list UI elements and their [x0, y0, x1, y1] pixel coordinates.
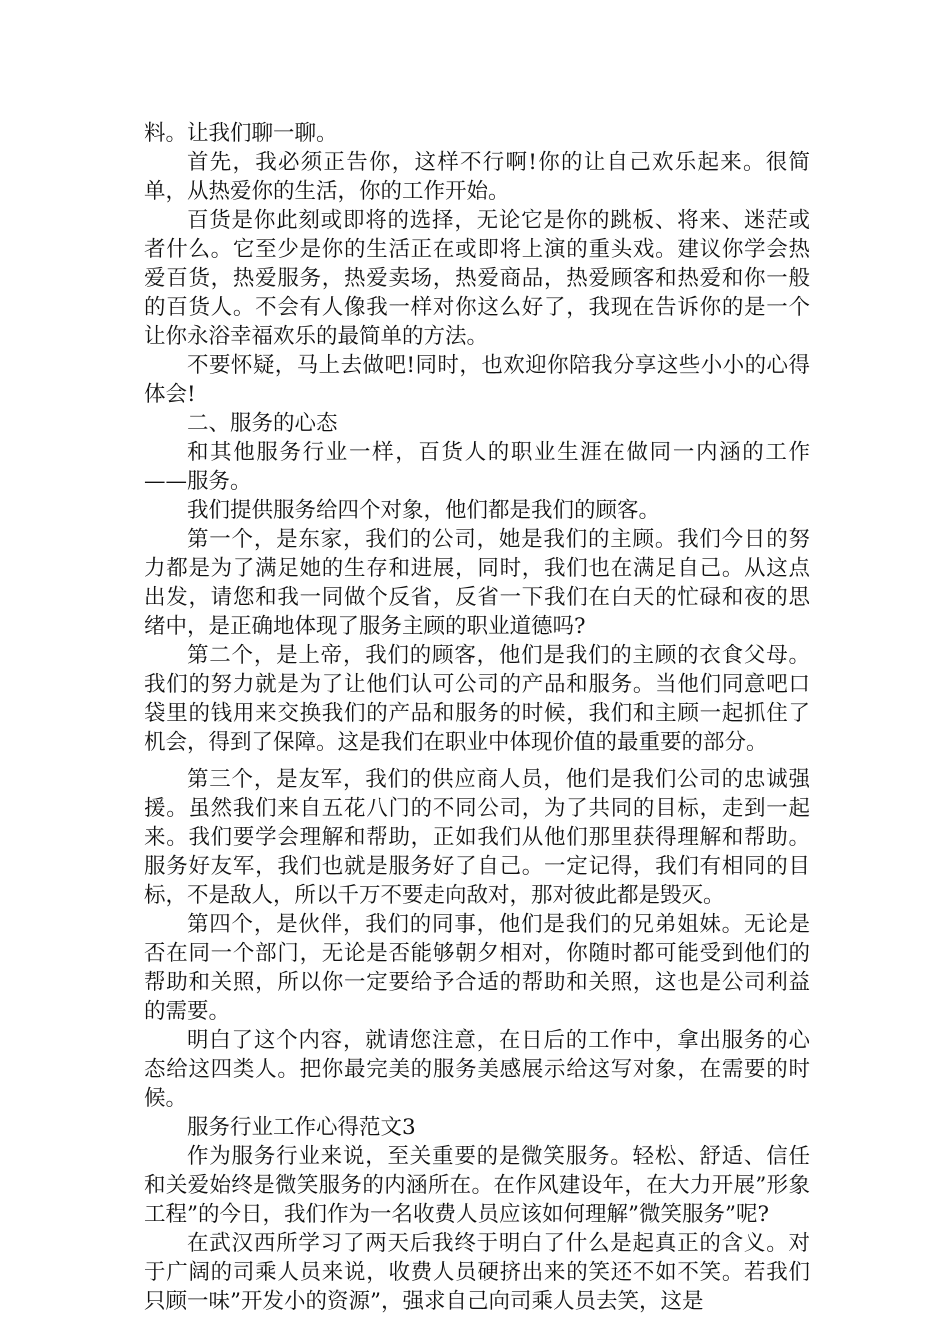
paragraph: 第三个，是友军，我们的供应商人员，他们是我们公司的忠诚强援。虽然我们来自五花八门的不同公司，为了共同的目标，走到一起来。我们要学会理解和帮助，正如我们从他们那里获得理解和帮助。服务好友军，我们也就是服务好了自己。一定记得，我们有相同的目标，不是敌人，所以千万不要走向敌对，那对彼此都是毁灭。	[144, 767, 810, 908]
document-page	[144, 119, 810, 1316]
paragraph: 第一个，是东家，我们的公司，她是我们的主顾。我们今日的努力都是为了满足她的生存和进展，同时，我们也在满足自己。从这点出发，请您和我一同做个反省，反省一下我们在白天的忙碌和夜的思绪中，是正确地体现了服务主顾的职业道德吗?	[144, 527, 810, 639]
paragraph: 料。让我们聊一聊。	[144, 121, 338, 146]
paragraph: 第二个，是上帝，我们的顾客，他们是我们的主顾的衣食父母。我们的努力就是为了让他们认可公司的产品和服务。当他们同意吧口袋里的钱用来交换我们的产品和服务的时候，我们和主顾一起抓住了机会，得到了保障。这是我们在职业中体现价值的最重要的部分。	[144, 643, 810, 755]
paragraph: 不要怀疑，马上去做吧!同时，也欢迎你陪我分享这些小小的心得体会!	[144, 353, 810, 407]
section-heading: 服务行业工作心得范文3	[187, 1115, 416, 1140]
paragraph: 我们提供服务给四个对象，他们都是我们的顾客。	[187, 498, 661, 523]
paragraph: 在武汉西所学习了两天后我终于明白了什么是起真正的含义。对于广阔的司乘人员来说，收费人员硬挤出来的笑还不如不笑。若我们只顾一味”开发小的资源”，强求自己向司乘人员去笑，这是	[144, 1231, 810, 1314]
paragraph: 第四个，是伙伴，我们的同事，他们是我们的兄弟姐妹。无论是否在同一个部门，无论是否能够朝夕相对，你随时都可能受到他们的帮助和关照，所以你一定要给予合适的帮助和关照，这也是公司利益的需要。	[144, 912, 810, 1024]
paragraph: 百货是你此刻或即将的选择，无论它是你的跳板、将来、迷茫或者什么。它至少是你的生活正在或即将上演的重头戏。建议你学会热爱百货，热爱服务，热爱卖场，热爱商品，热爱顾客和热爱和你一般的百货人。不会有人像我一样对你这么好了，我现在告诉你的是一个让你永浴幸福欢乐的最简单的方法。	[144, 208, 810, 349]
paragraph: 明白了这个内容，就请您注意，在日后的工作中，拿出服务的心态给这四类人。把你最完美的服务美感展示给这写对象，在需要的时候。	[144, 1028, 810, 1111]
paragraph: 和其他服务行业一样，百货人的职业生涯在做同一内涵的工作——服务。	[144, 440, 810, 494]
paragraph: 首先，我必须正告你，这样不行啊!你的让自己欢乐起来。很简单，从热爱你的生活，你的工作开始。	[144, 150, 810, 204]
section-heading: 二、服务的心态	[187, 411, 338, 436]
paragraph: 作为服务行业来说，至关重要的是微笑服务。轻松、舒适、信任和关爱始终是微笑服务的内涵所在。在作风建设年，在大力开展”形象工程”的今日，我们作为一名收费人员应该如何理解”微笑服务”呢?	[144, 1144, 810, 1227]
